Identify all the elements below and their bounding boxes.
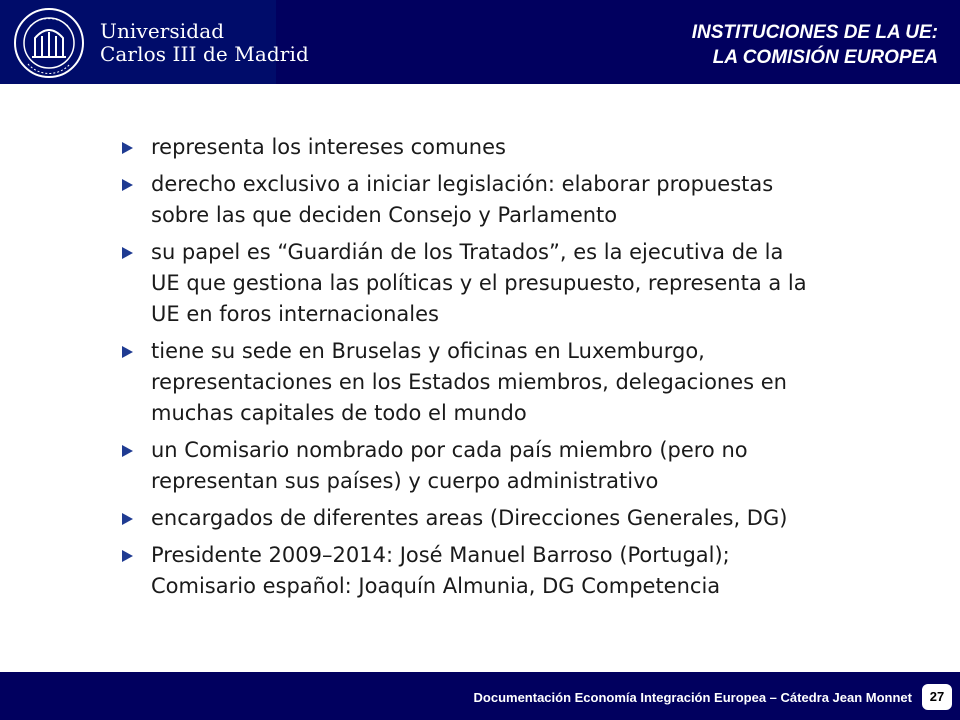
bullet-text: un Comisario nombrado por cada país miembro (pero no representan sus países) y cuerpo administrativo <box>151 438 748 493</box>
bullet-text: derecho exclusivo a iniciar legislación: elaborar propuestas sobre las que deciden Consejo y Parlamento <box>151 172 774 227</box>
slide-footer <box>0 672 960 720</box>
bullet-item <box>122 132 822 163</box>
triangle-right-icon <box>122 142 133 154</box>
bullet-text: tiene su sede en Bruselas y oficinas en Luxemburgo, representaciones en los Estados miembros, delegaciones en muchas capitales de todo el mundo <box>151 339 787 425</box>
slide-title-line1: INSTITUCIONES DE LA UE: <box>691 22 938 43</box>
university-name <box>100 20 309 66</box>
triangle-right-icon <box>122 179 133 191</box>
slide-title-line2: LA COMISIÓN EUROPEA <box>712 47 938 68</box>
slide-title <box>692 20 938 70</box>
bullet-list <box>122 132 822 608</box>
bullet-item <box>122 435 822 497</box>
bullet-text: encargados de diferentes areas (Direcciones Generales, DG) <box>151 506 788 530</box>
bullet-item <box>122 540 822 602</box>
bullet-item <box>122 237 822 330</box>
triangle-right-icon <box>122 346 133 358</box>
bullet-text: Presidente 2009–2014: José Manuel Barroso (Portugal); Comisario español: Joaquín Almunia, DG Competencia <box>151 543 730 598</box>
page-number: 27 <box>922 684 952 710</box>
triangle-right-icon <box>122 550 133 562</box>
university-name-line2: Carlos III de Madrid <box>100 42 309 66</box>
footer-text: Documentación Economía Integración Europea – Cátedra Jean Monnet <box>473 690 912 705</box>
bullet-item <box>122 169 822 231</box>
bullet-text: su papel es “Guardián de los Tratados”, es la ejecutiva de la UE que gestiona las políticas y el presupuesto, representa a la UE en foros internacionales <box>151 240 807 326</box>
triangle-right-icon <box>122 247 133 259</box>
triangle-right-icon <box>122 445 133 457</box>
content-panel <box>100 112 840 632</box>
university-logo <box>0 0 309 84</box>
slide-header <box>0 0 960 84</box>
triangle-right-icon <box>122 513 133 525</box>
bullet-item <box>122 336 822 429</box>
bullet-item <box>122 503 822 534</box>
bullet-text: representa los intereses comunes <box>151 135 506 159</box>
university-seal-icon <box>8 6 90 80</box>
university-name-line1: Universidad <box>100 19 225 43</box>
